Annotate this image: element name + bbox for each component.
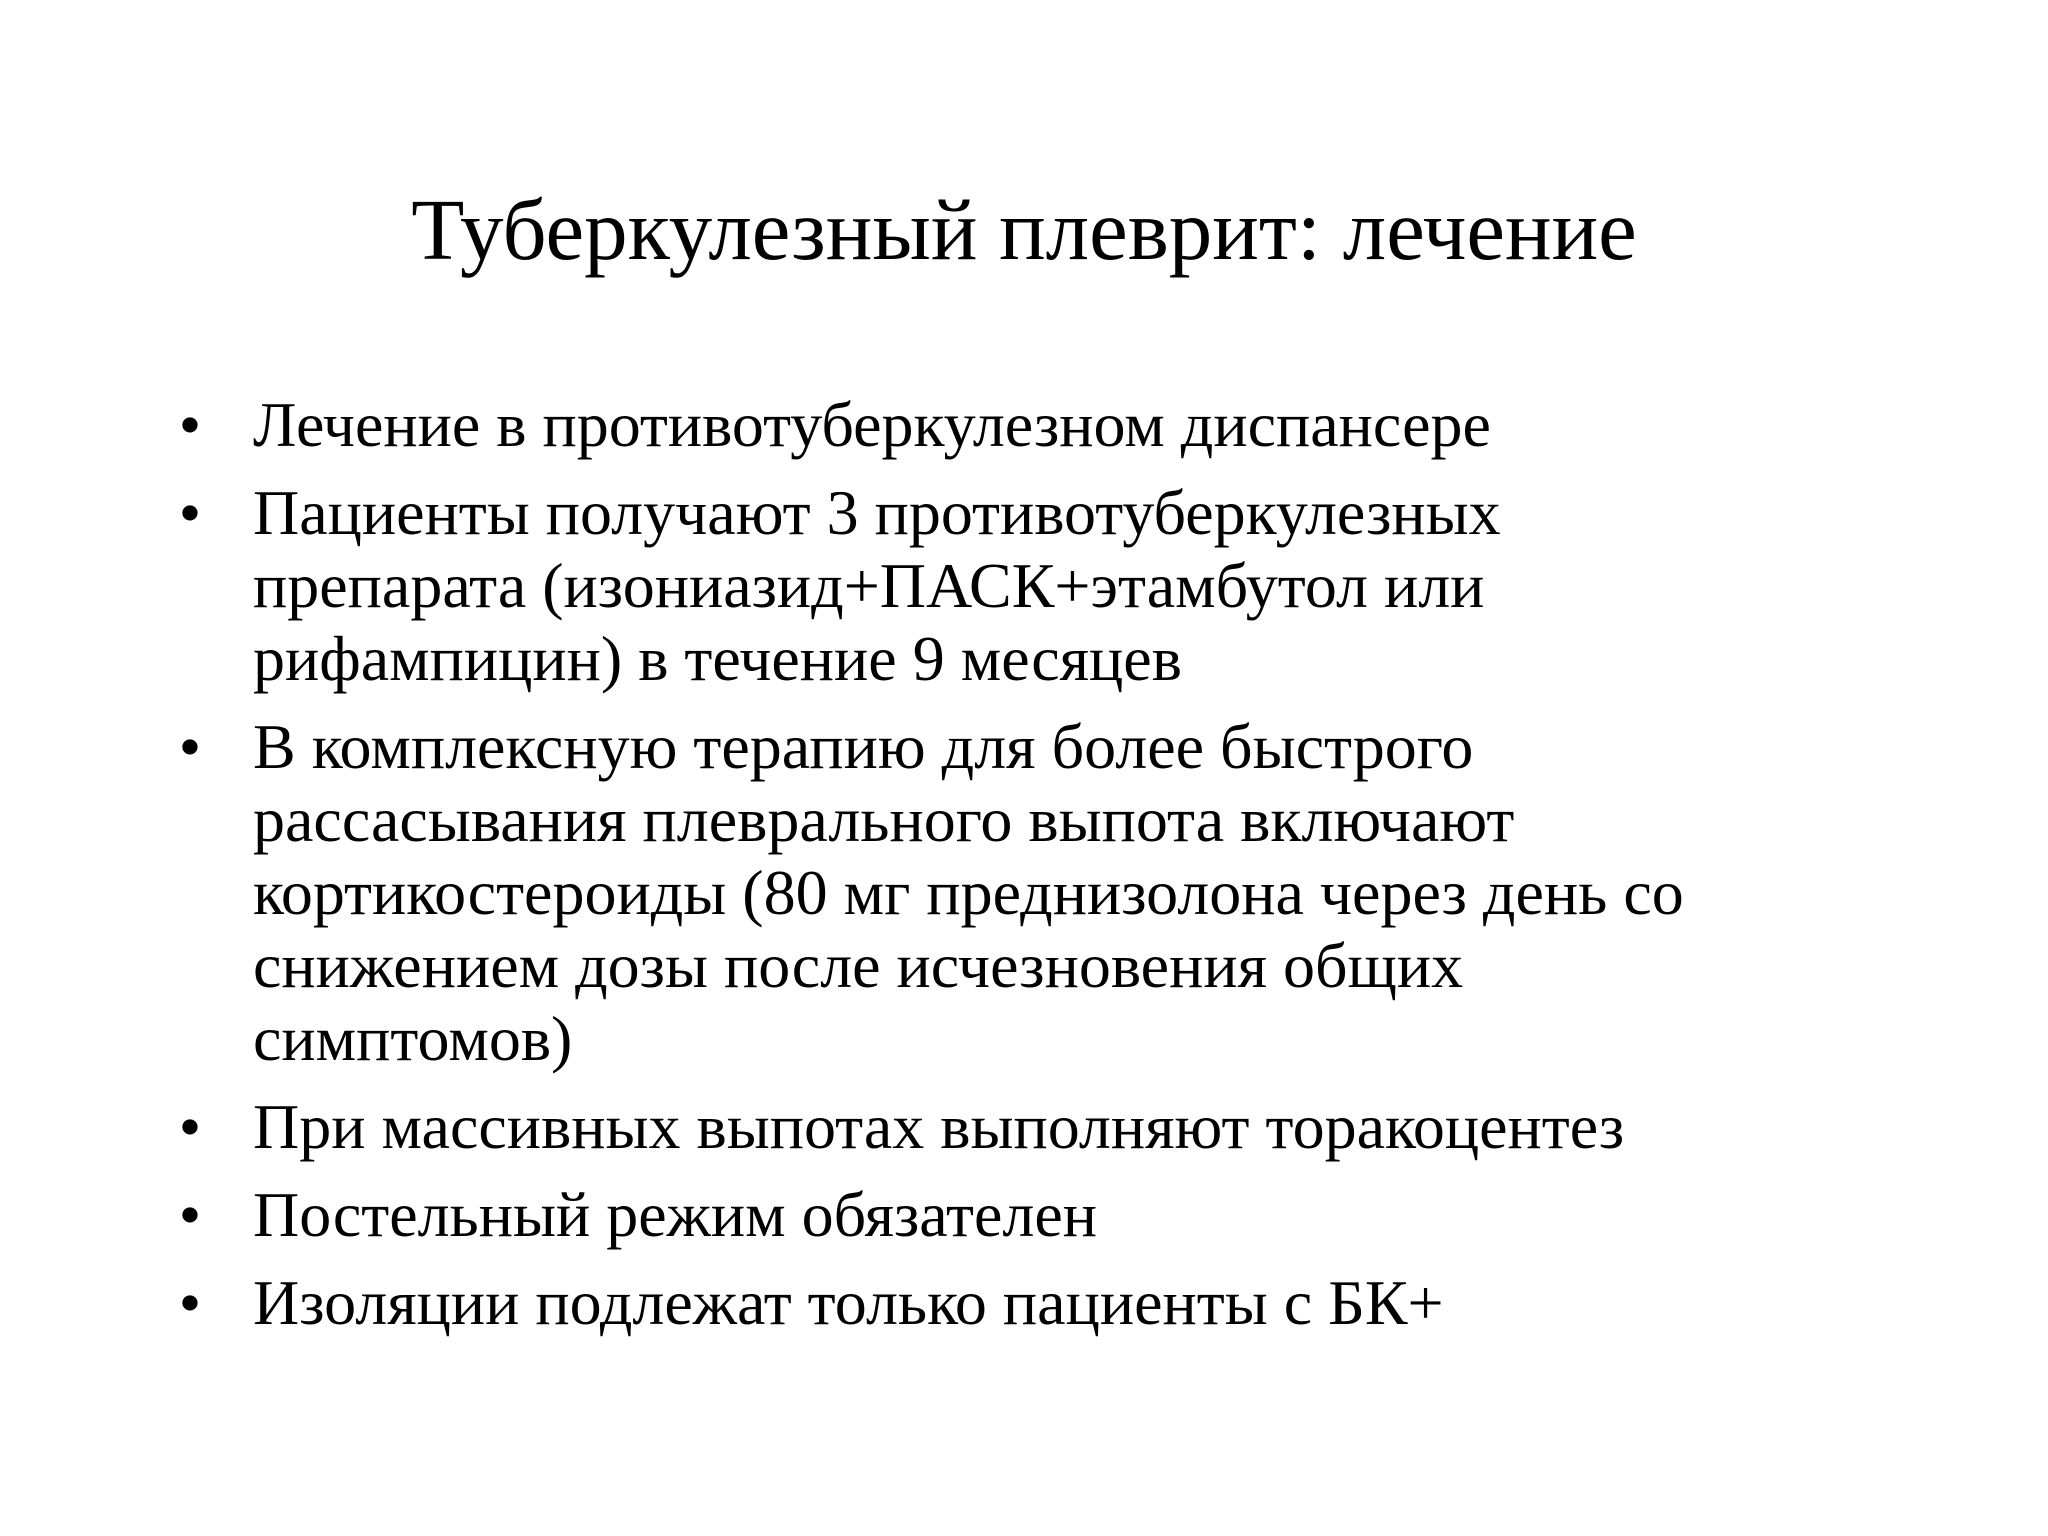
bullet-line: снижением дозы после исчезновения общих [253,930,1464,1001]
bullet-line: Изоляции подлежат только пациенты с БК+ [253,1267,1444,1338]
bullet-line: При массивных выпотах выполняют торакоцентез [253,1091,1625,1162]
bullet-line: рифампицин) в течение 9 месяцев [253,623,1182,694]
bullet-line: Лечение в противотуберкулезном диспансере [253,389,1491,460]
bullet-item-3 [170,710,1890,1075]
bullet-item-6 [170,1266,1890,1339]
bullet-line: препарата (изониазид+ПАСК+этамбутол или [253,550,1485,621]
bullet-item-1 [170,388,1890,461]
bullet-item-5 [170,1178,1890,1251]
bullet-line: симптомов) [253,1003,573,1074]
bullet-dot-icon: • [178,1091,202,1162]
bullet-dot-icon: • [178,1267,202,1338]
bullet-item-2 [170,476,1890,695]
bullet-line: Пациенты получают 3 противотуберкулезных [253,477,1501,548]
bullet-line: рассасывания плеврального выпота включают [253,784,1515,855]
bullet-line: кортикостероиды (80 мг преднизолона через день со [253,857,1684,928]
bullet-dot-icon: • [178,477,202,548]
slide-title: Туберкулезный плеврит: лечение [411,181,1637,278]
bullet-line: Постельный режим обязателен [253,1179,1097,1250]
bullet-dot-icon: • [178,389,202,460]
bullet-item-4 [170,1090,1890,1163]
bullet-dot-icon: • [178,1179,202,1250]
bullet-dot-icon: • [178,711,202,782]
bullet-line: В комплексную терапию для более быстрого [253,711,1474,782]
bullet-list [170,388,1890,1354]
